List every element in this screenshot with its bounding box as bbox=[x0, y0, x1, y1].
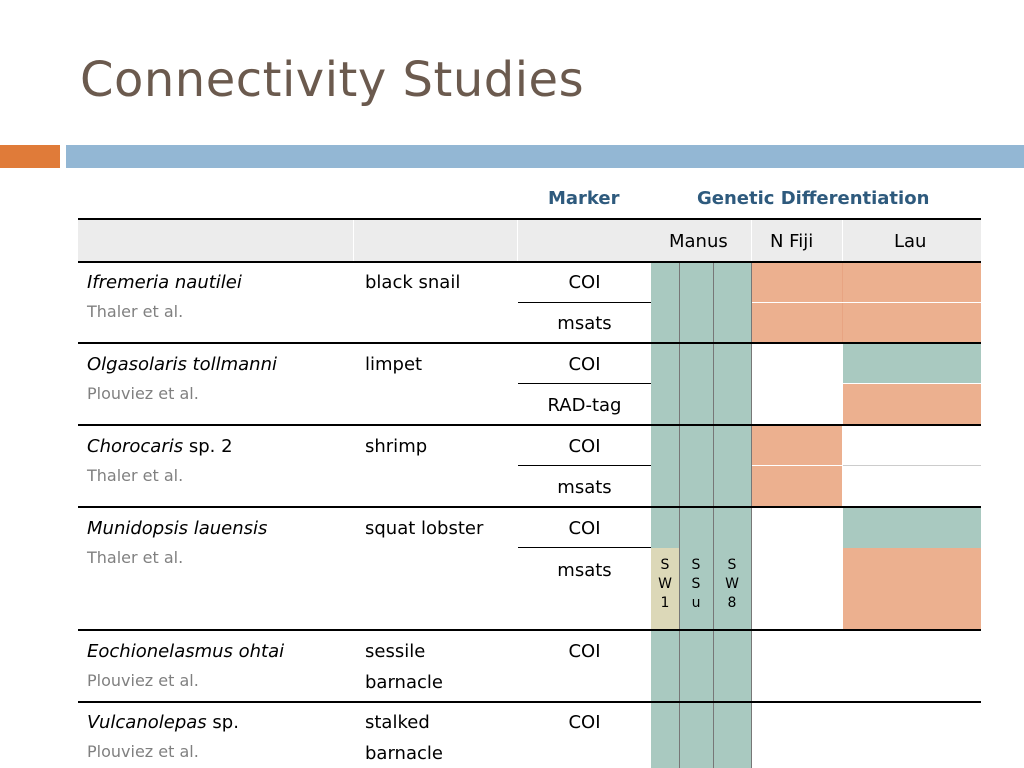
subheader-divider bbox=[353, 220, 354, 262]
chorocaris-fiji bbox=[752, 425, 842, 507]
accent-bar-blue bbox=[66, 145, 1024, 168]
subrow-rule bbox=[843, 465, 981, 466]
subrow-rule bbox=[518, 383, 651, 384]
author: Thaler et al. bbox=[87, 548, 184, 567]
subheader-divider bbox=[517, 220, 518, 262]
common-name: stalked bbox=[365, 712, 430, 733]
marker-label: COI bbox=[568, 712, 601, 733]
row-rule bbox=[78, 701, 981, 703]
common-name: barnacle bbox=[365, 672, 443, 693]
site-label-sw1: S W 1 bbox=[658, 557, 672, 611]
author: Thaler et al. bbox=[87, 302, 184, 321]
common-name: squat lobster bbox=[365, 518, 484, 539]
manus-divider bbox=[713, 262, 714, 768]
row-rule bbox=[78, 506, 981, 508]
subheader-row bbox=[78, 220, 981, 262]
marker-label: COI bbox=[568, 436, 601, 457]
manus-divider bbox=[679, 262, 680, 768]
author: Plouviez et al. bbox=[87, 742, 199, 761]
header-rule bbox=[78, 261, 981, 263]
marker-label: RAD-tag bbox=[547, 395, 622, 416]
munidopsis-msats-lau bbox=[843, 548, 981, 630]
common-name: black snail bbox=[365, 272, 461, 293]
table-top-rule bbox=[78, 218, 981, 220]
subheader-divider bbox=[751, 220, 752, 262]
marker-label: msats bbox=[557, 313, 612, 334]
subheader-divider bbox=[842, 220, 843, 262]
lau-header: Lau bbox=[894, 231, 927, 252]
marker-label: msats bbox=[557, 560, 612, 581]
site-label-ssu: S S u bbox=[691, 557, 701, 611]
marker-label: COI bbox=[568, 272, 601, 293]
genetic-differentiation-header: Genetic Differentiation bbox=[697, 188, 930, 209]
row-rule bbox=[78, 424, 981, 426]
common-name: limpet bbox=[365, 354, 423, 375]
olgasolaris-rad-lau bbox=[843, 384, 981, 425]
marker-label: COI bbox=[568, 641, 601, 662]
species-name: Vulcanolepas sp. bbox=[87, 712, 239, 733]
manus-header: Manus bbox=[669, 231, 728, 252]
subrow-rule bbox=[518, 302, 651, 303]
munidopsis-coi-lau bbox=[843, 507, 981, 548]
row-rule bbox=[78, 629, 981, 631]
accent-bar-orange bbox=[0, 145, 60, 168]
row-rule bbox=[78, 342, 981, 344]
ifremeria-fiji-lau bbox=[752, 262, 981, 344]
common-name: shrimp bbox=[365, 436, 428, 457]
author: Thaler et al. bbox=[87, 466, 184, 485]
species-name: Olgasolaris tollmanni bbox=[87, 354, 278, 375]
page-title: Connectivity Studies bbox=[80, 52, 585, 108]
marker-label: COI bbox=[568, 354, 601, 375]
subrow-rule bbox=[752, 465, 842, 466]
species-name: Chorocaris sp. 2 bbox=[87, 436, 233, 457]
marker-label: COI bbox=[568, 518, 601, 539]
nfiji-header: N Fiji bbox=[770, 231, 814, 252]
subrow-rule bbox=[518, 547, 651, 548]
species-name: Ifremeria nautilei bbox=[87, 272, 242, 293]
marker-label: msats bbox=[557, 477, 612, 498]
subrow-rule bbox=[752, 383, 981, 384]
marker-header: Marker bbox=[548, 188, 620, 209]
species-name: Eochionelasmus ohtai bbox=[87, 641, 285, 662]
author: Plouviez et al. bbox=[87, 384, 199, 403]
species-name: Munidopsis lauensis bbox=[87, 518, 268, 539]
common-name: sessile bbox=[365, 641, 426, 662]
common-name: barnacle bbox=[365, 743, 443, 764]
subrow-rule bbox=[752, 302, 981, 303]
author: Plouviez et al. bbox=[87, 671, 199, 690]
manus-cells-bottom bbox=[651, 630, 751, 768]
fiji-lau-divider bbox=[842, 262, 843, 344]
site-label-sw8: S W 8 bbox=[725, 557, 739, 611]
subrow-rule bbox=[518, 465, 651, 466]
olgasolaris-coi-lau bbox=[843, 344, 981, 384]
